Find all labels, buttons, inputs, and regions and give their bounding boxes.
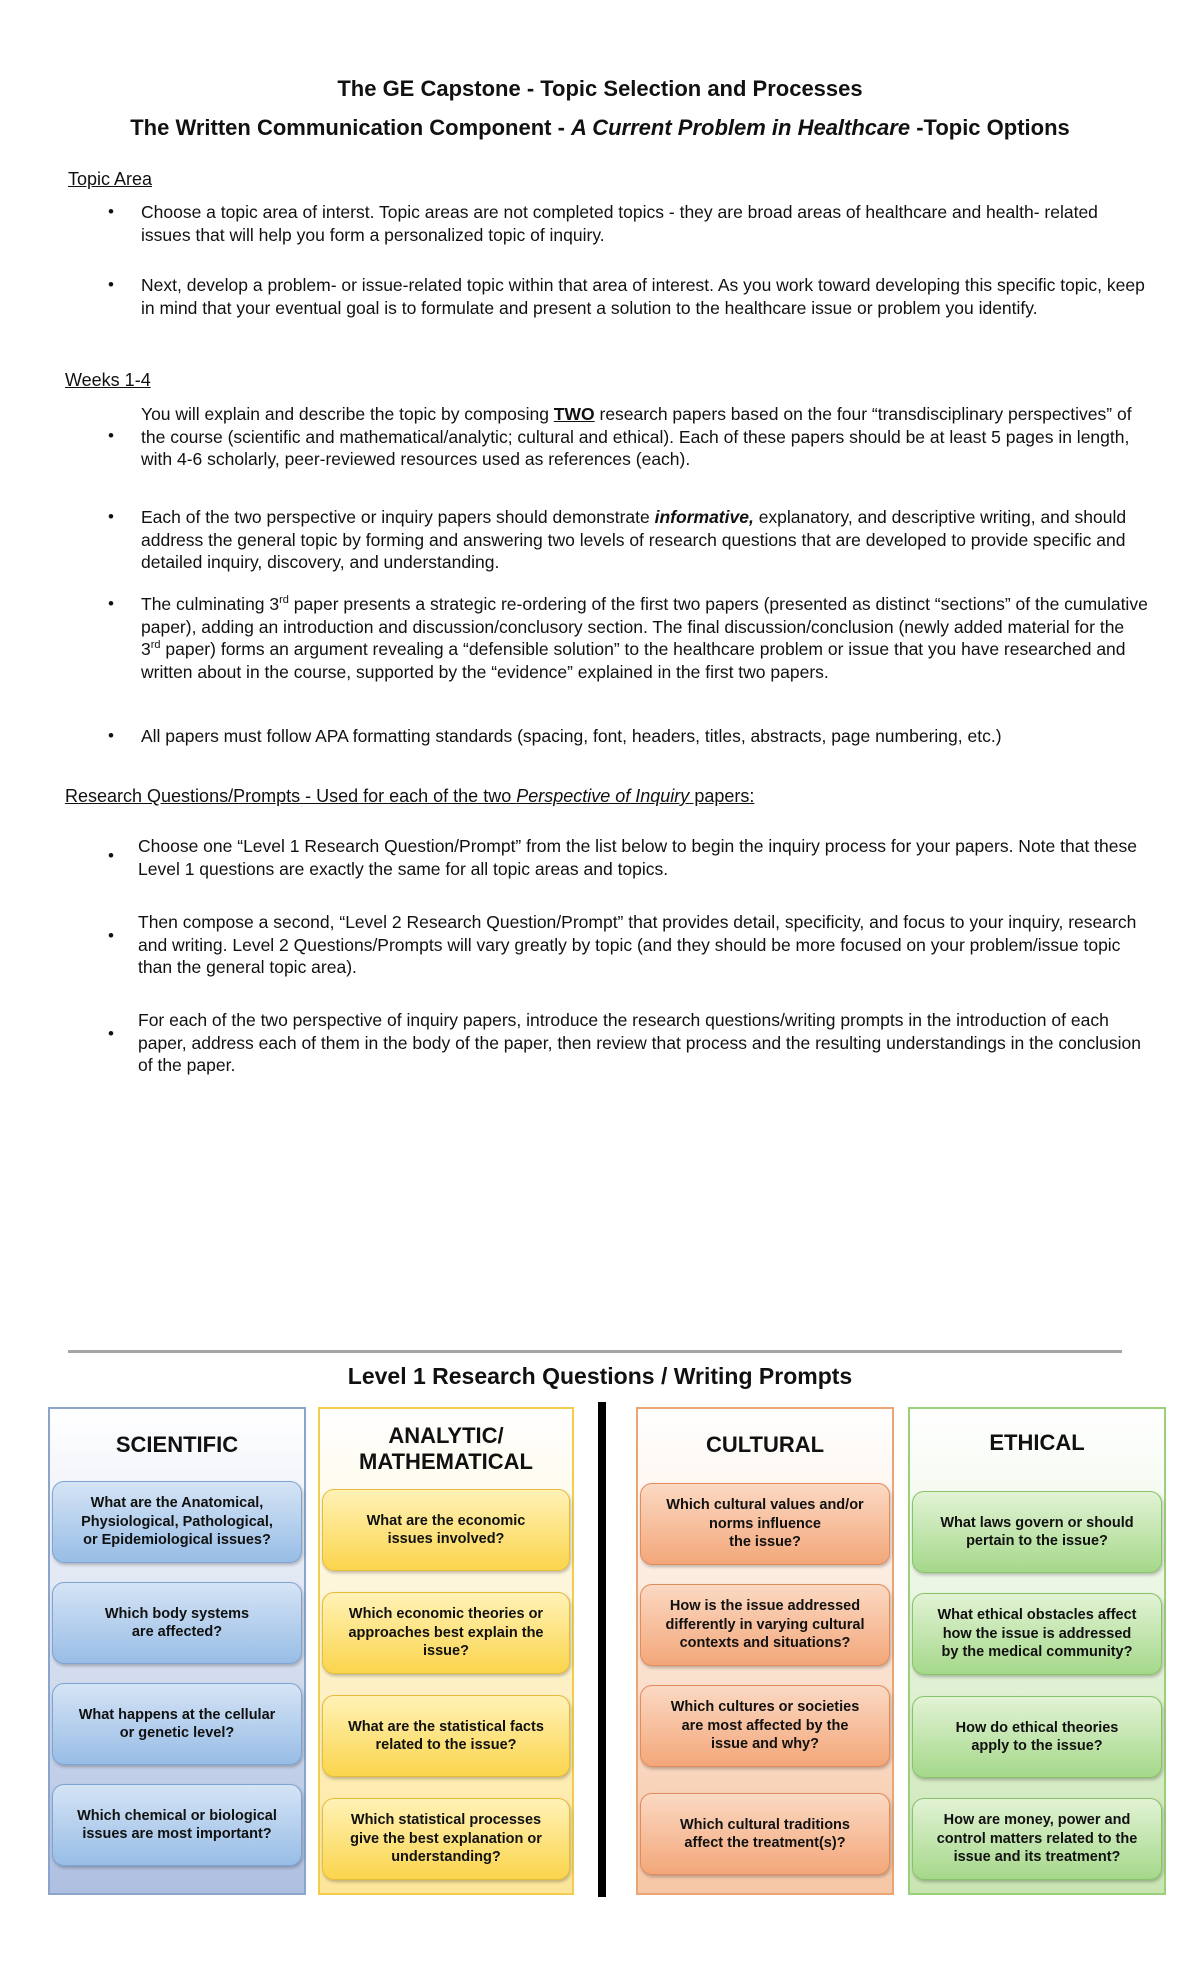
weeks-item-text xyxy=(141,593,1148,683)
question-card: Which cultural traditions affect the treatment(s)? xyxy=(640,1793,890,1875)
weeks-item-2-text-a: Each of the two perspective or inquiry papers should demonstrate xyxy=(141,507,655,527)
weeks-item-1-emphasis: TWO xyxy=(553,404,595,424)
topic-area-item-text: Choose a topic area of interst. Topic areas are not completed topics - they are broad areas of healthcare and health- related issues that will help you form a personalized topic of inquiry. xyxy=(141,202,1098,245)
question-card: What happens at the cellular or genetic level? xyxy=(52,1683,302,1765)
subtitle-suffix: -Topic Options xyxy=(910,115,1070,140)
weeks-item-text xyxy=(141,403,1148,471)
weeks-item-2-text-b: explanatory, and descriptive writing, and should address the general topic by forming and answering two levels of research questions that are developed to provide specific and detailed inquiry, discovery, and understanding. xyxy=(141,507,1127,572)
subtitle-italic: A Current Problem in Healthcare xyxy=(571,115,911,140)
weeks-item-text: All papers must follow APA formatting standards (spacing, font, headers, titles, abstracts, page numbering, etc.) xyxy=(141,726,1002,746)
research-item-text: Then compose a second, “Level 2 Research Question/Prompt” that provides detail, specificity, and focus to your inquiry, research and writing. Level 2 Questions/Prompts will vary greatly by topic (and they should be more focused on your problem/issue topic than the general topic area). xyxy=(138,912,1137,977)
research-heading-italic: Perspective of Inquiry xyxy=(516,786,690,806)
bullet-icon: • xyxy=(108,726,114,745)
weeks-heading: Weeks 1-4 xyxy=(65,370,151,390)
weeks-item-3 xyxy=(108,593,1148,683)
bullet-icon: • xyxy=(108,1024,114,1043)
weeks-item-text xyxy=(141,506,1148,574)
research-heading xyxy=(65,786,754,807)
weeks-item-2 xyxy=(108,506,1148,574)
question-card: What are the Anatomical, Physiological, Pathological, or Epidemiological issues? xyxy=(52,1481,302,1563)
column-heading: ANALYTIC/ MATHEMATICAL xyxy=(359,1423,533,1474)
bullet-icon: • xyxy=(108,594,114,613)
question-card: Which economic theories or approaches best explain the issue? xyxy=(322,1592,570,1674)
weeks-item-1 xyxy=(108,403,1148,471)
question-card: What ethical obstacles affect how the issue is addressed by the medical community? xyxy=(912,1593,1162,1675)
ordinal-superscript: rd xyxy=(150,639,161,652)
weeks-item-1-text-b: research papers based on the four “transdisciplinary perspectives” of the course (scientific and mathematical/analytic; cultural and ethical). Each of these papers should be at least 5 pages in length, with 4-6 scholarly, peer-reviewed resources used as references (each). xyxy=(141,404,1132,469)
weeks-item-4 xyxy=(108,725,1148,748)
column-analytic-mathematical xyxy=(318,1407,574,1895)
research-item-3 xyxy=(108,1009,1148,1077)
bullet-icon: • xyxy=(108,926,114,945)
question-card: Which statistical processes give the best explanation or understanding? xyxy=(322,1798,570,1880)
bullet-icon: • xyxy=(108,275,114,294)
weeks-item-3-text-b: paper presents a strategic re-ordering of the first two papers (presented as distinct “sections” of the cumulative paper), adding an introduction and discussion/conclusory section. The final discussion/conclusion (newly added material for the 3 xyxy=(141,594,1148,659)
question-card: How are money, power and control matters related to the issue and its treatment? xyxy=(912,1798,1162,1880)
question-card: Which body systems are affected? xyxy=(52,1582,302,1664)
research-item-1 xyxy=(108,835,1148,880)
question-card: What are the statistical facts related to the issue? xyxy=(322,1695,570,1777)
ordinal-superscript: rd xyxy=(279,594,289,607)
center-divider-bar xyxy=(598,1402,606,1897)
bullet-icon: • xyxy=(108,202,114,221)
column-heading: ETHICAL xyxy=(989,1430,1085,1455)
question-card: Which chemical or biological issues are most important? xyxy=(52,1784,302,1866)
research-heading-text-b: papers: xyxy=(689,786,755,806)
topic-area-item-2 xyxy=(108,274,1148,319)
question-card: Which cultural values and/or norms influence the issue? xyxy=(640,1483,890,1565)
question-card: What laws govern or should pertain to the issue? xyxy=(912,1491,1162,1573)
research-item-text: Choose one “Level 1 Research Question/Prompt” from the list below to begin the inquiry process for your papers. Note that these Level 1 questions are exactly the same for all topic areas and topics. xyxy=(138,836,1137,879)
column-heading: CULTURAL xyxy=(705,1432,825,1457)
subtitle-prefix: The Written Communication Component - xyxy=(130,115,572,140)
column-scientific xyxy=(48,1407,306,1895)
question-card: Which cultures or societies are most affected by the issue and why? xyxy=(640,1685,890,1767)
column-heading: SCIENTIFIC xyxy=(115,1432,239,1457)
weeks-item-1-text-a: You will explain and describe the topic by composing xyxy=(141,404,554,424)
topic-area-item-1 xyxy=(108,201,1148,246)
weeks-item-3-text-a: The culminating 3 xyxy=(141,594,280,614)
column-cultural xyxy=(636,1407,894,1895)
weeks-item-2-emphasis: informative, xyxy=(654,507,754,527)
bullet-icon: • xyxy=(108,426,114,445)
section-divider xyxy=(68,1350,1122,1353)
topic-area-heading: Topic Area xyxy=(68,169,153,189)
bullet-icon: • xyxy=(108,507,114,526)
level1-title: Level 1 Research Questions / Writing Prompts xyxy=(347,1363,853,1389)
research-item-2 xyxy=(108,911,1148,979)
research-item-text: For each of the two perspective of inquiry papers, introduce the research questions/writing prompts in the introduction of each paper, address each of them in the body of the paper, then review that process and the resulting understandings in the conclusion of the paper. xyxy=(138,1010,1142,1075)
question-card: How do ethical theories apply to the issue? xyxy=(912,1696,1162,1778)
topic-area-item-text: Next, develop a problem- or issue-related topic within that area of interest. As you work toward developing this specific topic, keep in mind that your eventual goal is to formulate and present a solution to the healthcare issue or problem you identify. xyxy=(141,275,1145,318)
weeks-item-3-text-c: paper) forms an argument revealing a “defensible solution” to the healthcare problem or issue that you have researched and written about in the course, supported by the “evidence” explained in the first two papers. xyxy=(141,639,1126,682)
column-ethical xyxy=(908,1407,1166,1895)
document-title: The GE Capstone - Topic Selection and Processes xyxy=(337,76,863,101)
research-heading-text-a: Research Questions/Prompts - Used for each of the two xyxy=(65,786,517,806)
bullet-icon: • xyxy=(108,846,114,865)
question-card: How is the issue addressed differently in varying cultural contexts and situations? xyxy=(640,1584,890,1666)
question-card: What are the economic issues involved? xyxy=(322,1489,570,1571)
document-subtitle xyxy=(0,115,1200,141)
